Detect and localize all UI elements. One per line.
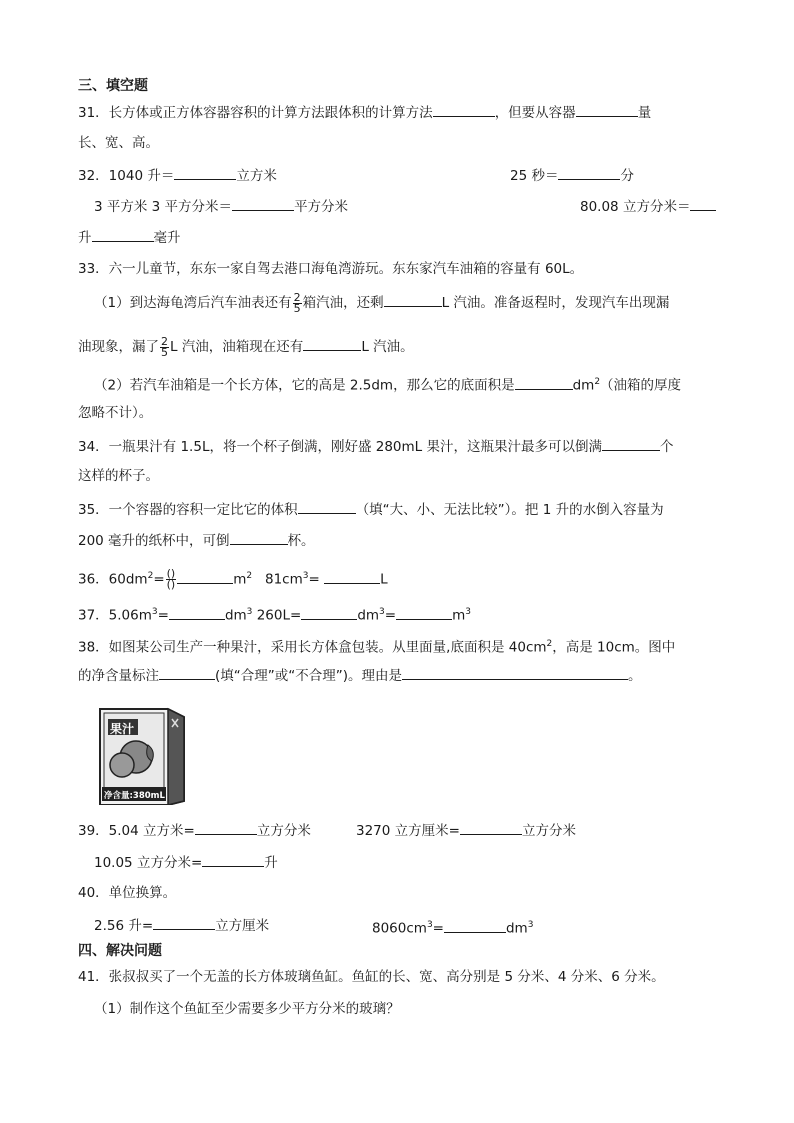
answer-blank[interactable]	[153, 915, 215, 930]
question-37: 37．$5.06m^3= dm^3$ $260L= dm^3= m^3$	[78, 602, 471, 626]
juice-box-title: 果汁	[110, 722, 135, 736]
question-33-line-1: 33．六一儿童节，东东一家自驾去港口海龟湾游玩。东东家汽车油箱的容量有 60L。	[78, 261, 584, 277]
fraction: $\frac{2}{5}$	[293, 290, 301, 315]
answer-blank[interactable]	[159, 665, 215, 680]
answer-blank[interactable]	[202, 852, 264, 867]
question-34-line-2: 这样的杯子。	[78, 468, 159, 484]
answer-blank[interactable]	[230, 530, 288, 545]
section-4-title: 四、解决问题	[78, 943, 162, 959]
answer-blank[interactable]	[444, 918, 506, 933]
question-32-line-2: 3 平方米 3 平方分米＝ 平方分米	[94, 196, 348, 217]
question-40-line-2b: $8060cm^3= dm^3$	[372, 915, 533, 939]
question-32-line-1: 32．1040 升＝ 立方米	[78, 165, 277, 186]
answer-blank[interactable]	[92, 227, 154, 242]
answer-blank[interactable]	[602, 436, 660, 451]
question-39-line-1b: 3270 立方厘米= 立方分米	[356, 820, 576, 841]
answer-blank[interactable]	[558, 165, 620, 180]
answer-blank[interactable]	[396, 605, 452, 620]
question-31-line-1: 31．长方体或正方体容器容积的计算方法跟体积的计算方法 ，但要从容器 量	[78, 102, 651, 123]
question-38-line-2: 的净含量标注 (填“合理”或“不合理”)。理由是 。	[78, 665, 642, 686]
question-39-line-1: 39．5.04 立方米= 立方分米	[78, 820, 311, 841]
juice-box-net-content: 净含量:380mL	[104, 791, 165, 801]
answer-blank[interactable]	[515, 375, 573, 390]
answer-blank[interactable]	[298, 499, 356, 514]
answer-blank[interactable]	[195, 820, 257, 835]
answer-blank[interactable]	[460, 820, 522, 835]
answer-blank[interactable]	[174, 165, 236, 180]
question-31-line-2: 长、宽、高。	[78, 135, 159, 151]
answer-blank[interactable]	[301, 605, 357, 620]
fraction: $\frac{()}{()}$	[166, 567, 176, 591]
question-35-line-1: 35．一个容器的容积一定比它的体积 （填“大、小、无法比较”）。把 1 升的水倒入容量为	[78, 499, 664, 520]
question-38-line-1: 38．如图某公司生产一种果汁，采用长方体盒包装。从里面量,底面积是 $40cm^2$，高是 10cm。图中	[78, 639, 676, 656]
question-33-line-2: （1）到达海龟湾后汽车油表还有 $\frac{2}{5}$ 箱汽油，还剩 L 汽油。准备返程时，发现汽车出现漏	[94, 290, 670, 315]
question-41-line-2: （1）制作这个鱼缸至少需要多少平方分米的玻璃？	[94, 1001, 400, 1017]
fraction: $\frac{2}{5}$	[161, 334, 168, 359]
question-34-line-1: 34．一瓶果汁有 1.5L，将一个杯子倒满，刚好盛 280mL 果汁，这瓶果汁最多可以倒满 个	[78, 436, 673, 457]
answer-blank[interactable]	[690, 196, 716, 211]
question-36: 36．$60dm^2=$ $\frac{()}{()}$ $m^2$ $81cm^3= L$	[78, 567, 388, 591]
answer-blank[interactable]	[169, 605, 225, 620]
answer-blank[interactable]	[324, 569, 380, 584]
question-40-line-2: 2.56 升= 立方厘米	[94, 915, 269, 936]
question-33-line-3: 油现象，漏了 $\frac{2}{5}$ L 汽油，油箱现在还有 L 汽油。	[78, 334, 414, 359]
answer-blank[interactable]	[177, 569, 233, 584]
question-40-line-1: 40．单位换算。	[78, 885, 177, 901]
juice-box-image	[98, 705, 186, 805]
question-32-line-2b: 80.08 立方分米＝	[580, 196, 716, 217]
question-41-line-1: 41．张叔叔买了一个无盖的长方体玻璃鱼缸。鱼缸的长、宽、高分别是 5 分米、4 分米、6 分米。	[78, 969, 665, 985]
answer-blank[interactable]	[576, 102, 638, 117]
question-33-line-5: 忽略不计）。	[78, 405, 153, 421]
answer-blank[interactable]	[433, 102, 495, 117]
question-39-line-2: 10.05 立方分米= 升	[94, 852, 278, 873]
answer-blank[interactable]	[232, 196, 294, 211]
question-33-line-4: （2）若汽车油箱是一个长方体，它的高是 2.5dm，那么它的底面积是 $dm^2$（油箱的厚度	[94, 372, 681, 396]
question-32-line-3: 升 毫升	[78, 227, 181, 248]
answer-blank[interactable]	[303, 336, 361, 351]
question-32-line-1b: 25 秒＝ 分	[510, 165, 634, 186]
answer-blank[interactable]	[402, 665, 628, 680]
question-35-line-2: 200 毫升的纸杯中，可倒 杯。	[78, 530, 315, 551]
answer-blank[interactable]	[384, 292, 442, 307]
section-3-title: 三、填空题	[78, 78, 148, 94]
